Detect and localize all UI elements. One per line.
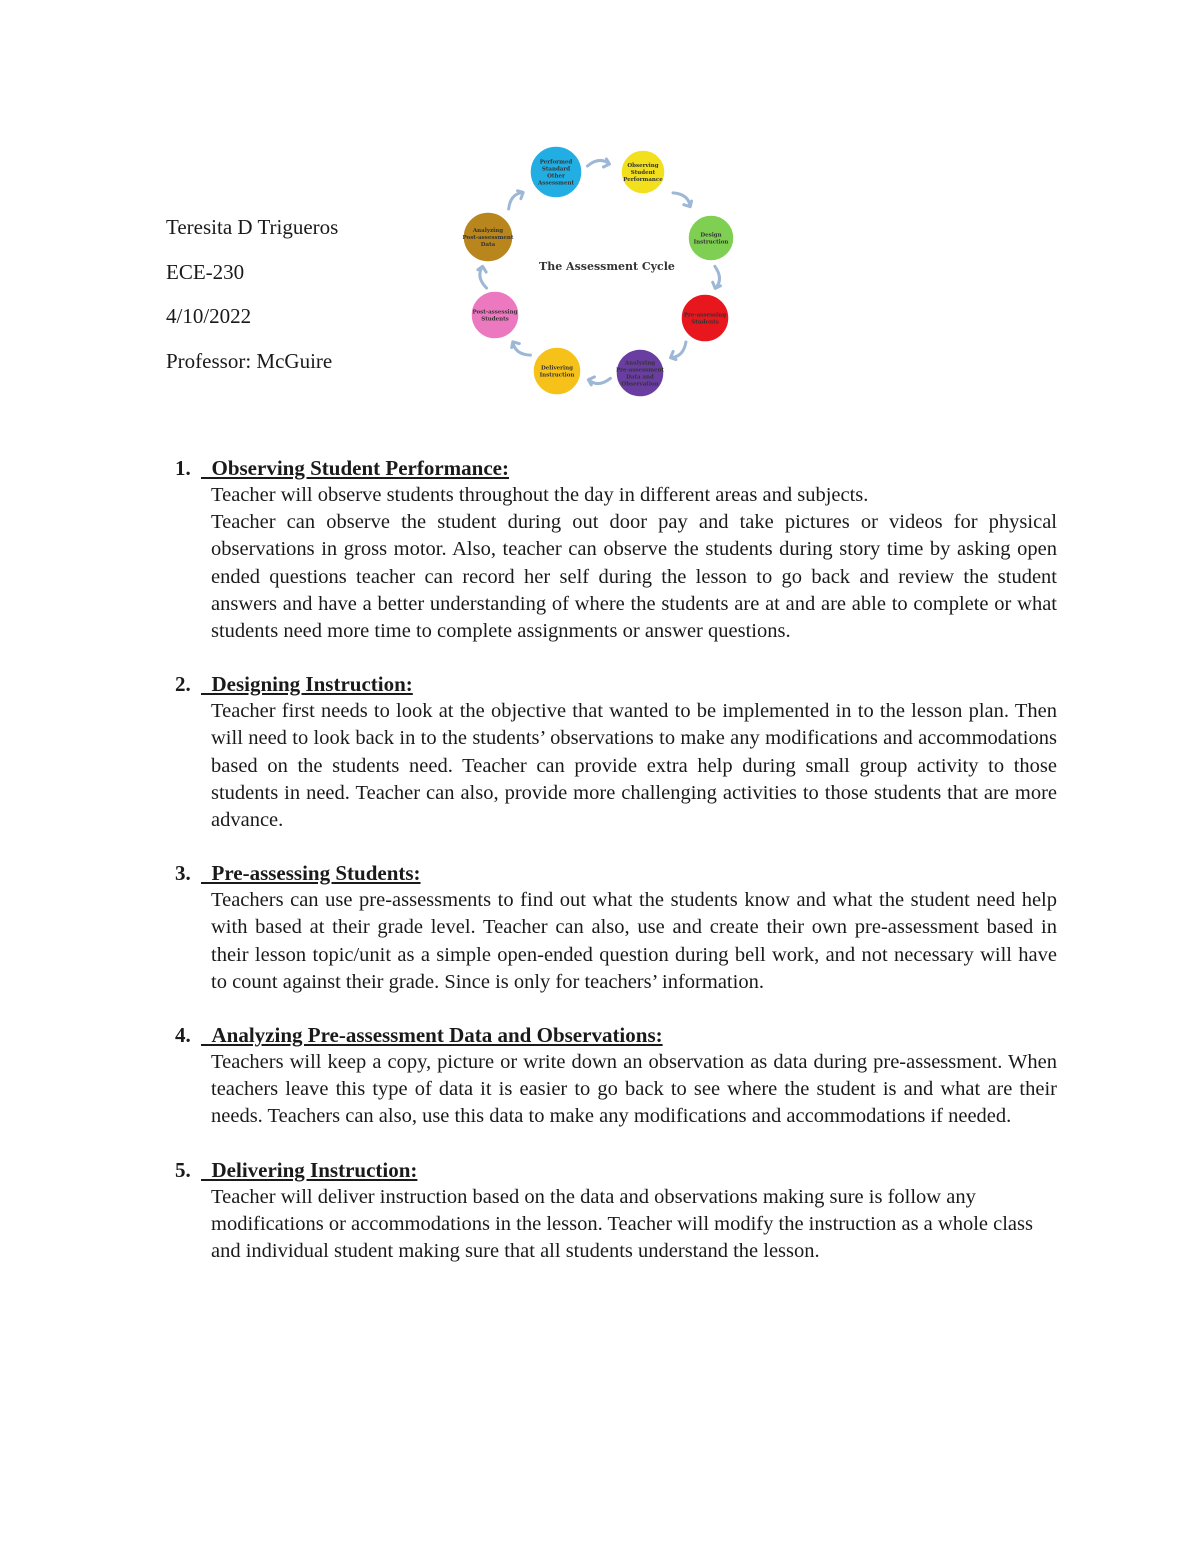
section-body [211, 887, 1057, 996]
cycle-node [616, 349, 665, 397]
cycle-arrow [478, 266, 488, 289]
cycle-node-label: Post-assessing Students [472, 309, 518, 323]
cycle-node-label: Delivering Instruction [539, 365, 575, 379]
section-title: Designing Instruction: [211, 672, 413, 697]
section-body [211, 1049, 1057, 1131]
section-paragraph: Teacher first needs to look at the objective that wanted to be implemented in to the lesson plan. Then will need to look back in to the students’ observations to make any modifications and accommodations based on the students need. Teacher can provide extra help during small group activity to those students in need. Teacher can also, provide more challenging activities to those students that are more advance. [211, 700, 1057, 832]
cycle-node [621, 150, 665, 194]
section-number: 1. [175, 456, 191, 480]
section-title: Analyzing Pre-assessment Data and Observations: [211, 1023, 663, 1048]
cycle-node [530, 146, 582, 198]
cycle-node-label: Observing Student Performance [623, 163, 663, 183]
professor: Professor: McGuire [166, 348, 333, 373]
cycle-title: The Assessment Cycle [539, 260, 675, 273]
cycle-node-label: Analyzing Pre-assessment Data and Observation [615, 360, 665, 388]
section-number: 4. [175, 1023, 191, 1048]
section-title: Pre-assessing Students: [211, 861, 421, 886]
section-body [211, 482, 1057, 645]
section-3 [0, 860, 1200, 996]
cycle-arrow [509, 340, 531, 361]
cycle-node [688, 215, 734, 261]
cycle-node-label: Design Instruction [693, 232, 729, 246]
section-title: Observing Student Performance: [211, 456, 509, 480]
section-paragraph: Teacher will observe students throughout the day in different areas and subjects. [211, 484, 869, 506]
cycle-arrow [672, 188, 693, 209]
cycle-node-label: Analyzing Post-assessment Data [462, 228, 514, 248]
section-title: Delivering Instruction: [211, 1157, 418, 1182]
cycle-node-label: Performed Standard Other Assessment [537, 159, 575, 187]
cycle-node [463, 212, 514, 262]
section-heading [0, 455, 1200, 482]
cycle-node [681, 294, 729, 342]
section-1 [0, 455, 1200, 645]
section-body [211, 698, 1057, 834]
section-number: 5. [175, 1157, 191, 1182]
section-paragraph: Teachers will keep a copy, picture or write down an observation as data during pre-assessment. When teachers leave this type of data it is easier to go back to see where the student is and what are their needs. Teachers can also, use this data to make any modifications and accommodations if needed. [211, 1051, 1057, 1128]
cycle-arrow [504, 189, 525, 210]
sections-list [0, 455, 1200, 1291]
cycle-node [471, 291, 519, 339]
header-block [166, 205, 338, 383]
section-heading [0, 671, 1200, 698]
section-number: 2. [175, 672, 191, 697]
cycle-arrow [587, 159, 609, 167]
cycle-arrow [669, 341, 691, 361]
student-name: Teresita D Trigueros [166, 215, 339, 239]
section-paragraph: Teacher can observe the student during out door pay and take pictures or videos for physical observations in gross motor. Also, teacher can observe the students during story time by asking open ended questions teacher can record her self during the lesson to go back and review the student answers and have a better understanding of where the students are at and are able to complete or what students need more time to complete assignments or answer questions. [211, 511, 1057, 643]
cycle-svg [440, 138, 760, 406]
section-5 [0, 1157, 1200, 1266]
cycle-arrow [712, 266, 722, 289]
cycle-node-label: Pre-assessing Students [683, 312, 727, 326]
cycle-node [533, 347, 581, 395]
section-paragraph: Teacher will deliver instruction based on the data and observations making sure is follow any modifications or accommodations in the lesson. Teacher will modify the instruction as a whole class and individual student making sure that all students understand the lesson. [211, 1185, 1033, 1263]
date: 4/10/2022 [166, 304, 252, 328]
assessment-cycle-diagram [440, 138, 760, 406]
section-2 [0, 671, 1200, 834]
section-paragraph: Teachers can use pre-assessments to find out what the students know and what the student need help with based at their grade level. Teacher can also, use and create their own pre-assessment based in their lesson topic/unit as a simple open-ended question during bell work, and not necessary will have to count against their grade. Since is only for teachers’ information. [211, 889, 1057, 993]
course-code: ECE-230 [166, 259, 245, 284]
cycle-arrow [588, 377, 610, 386]
section-heading [0, 1022, 1200, 1049]
section-heading [0, 860, 1200, 887]
section-number: 3. [175, 861, 191, 886]
section-body [211, 1184, 1057, 1266]
section-4 [0, 1022, 1200, 1131]
section-heading [0, 1157, 1200, 1184]
